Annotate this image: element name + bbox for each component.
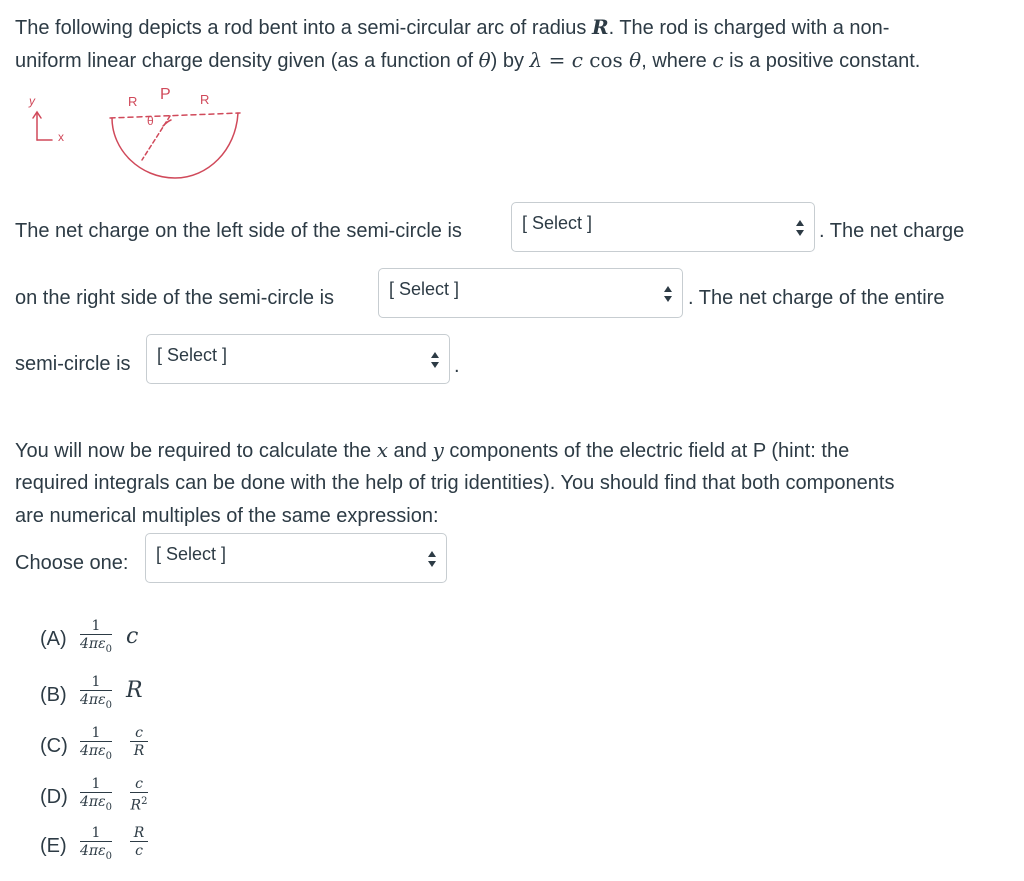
q2-line-3: are numerical multiples of the same expression: xyxy=(15,505,439,527)
q1-text-right: on the right side of the semi-circle is xyxy=(15,287,335,309)
y-axis-label: y xyxy=(29,94,35,108)
option-letter: (E) xyxy=(40,835,67,857)
up-down-arrows-icon xyxy=(663,285,673,303)
left-charge-select-value: [ Select ] xyxy=(522,213,593,233)
total-charge-select[interactable] xyxy=(146,334,450,384)
q1-text-entire: . The net charge of the entire xyxy=(688,287,945,309)
up-down-arrows-icon xyxy=(427,550,437,568)
q1-text-left: The net charge on the left side of the semi-circle is xyxy=(15,220,462,242)
q2-line-2: required integrals can be done with the help of trig identities). You should find that both components xyxy=(15,472,895,494)
option-letter: (A) xyxy=(40,628,67,650)
expression-variable: c xyxy=(126,624,139,649)
prefactor-fraction: 1 $4\pi\varepsilon_0$ xyxy=(80,674,112,711)
radius-variable: R xyxy=(591,15,609,39)
x-axis-label: x xyxy=(58,130,64,144)
option-letter: (D) xyxy=(40,786,68,808)
expression-select[interactable] xyxy=(145,533,447,583)
expression-variable: R xyxy=(126,678,143,703)
prefactor-fraction: 1 $4\pi\varepsilon_0$ xyxy=(80,776,112,813)
left-charge-select[interactable] xyxy=(511,202,815,252)
expression-fraction: c $R^2$ xyxy=(130,776,148,814)
semicircle-figure xyxy=(0,80,260,190)
lambda-symbol: λ xyxy=(529,48,543,72)
radius-label-left: R xyxy=(128,94,138,109)
right-charge-select[interactable] xyxy=(378,268,683,318)
option-letter: (C) xyxy=(40,735,68,757)
prefactor-fraction: 1 $4\pi\varepsilon_0$ xyxy=(80,725,112,762)
q1-text-semicircle: semi-circle is xyxy=(15,353,131,375)
option-letter: (B) xyxy=(40,684,67,706)
prefactor-fraction: 1 $4\pi\varepsilon_0$ xyxy=(80,618,112,655)
up-down-arrows-icon xyxy=(795,219,805,237)
prefactor-fraction: 1 $4\pi\varepsilon_0$ xyxy=(80,825,112,862)
expression-select-value: [ Select ] xyxy=(156,544,227,564)
expression-fraction: R c xyxy=(130,825,148,860)
choose-one-label: Choose one: xyxy=(15,552,129,574)
q2-line-1: You will now be required to calculate the x and y components of the electric field at P (hint: the xyxy=(15,438,850,462)
expression-fraction: c R xyxy=(130,725,148,760)
right-charge-select-value: [ Select ] xyxy=(389,279,460,299)
radius-label-right: R xyxy=(200,92,210,107)
intro-line-1: The following depicts a rod bent into a semi-circular arc of radius R. The rod is charged with a non- xyxy=(15,15,890,39)
q1-period: . xyxy=(454,355,460,377)
q1-text-net-charge: . The net charge xyxy=(819,220,965,242)
theta-label: θ xyxy=(147,114,154,128)
point-p-label: P xyxy=(160,86,171,103)
up-down-arrows-icon xyxy=(430,351,440,369)
total-charge-select-value: [ Select ] xyxy=(157,345,228,365)
intro-line-2: uniform linear charge density given (as a function of θ) by λ = c cos θ, where c is a positive constant. xyxy=(15,48,921,72)
